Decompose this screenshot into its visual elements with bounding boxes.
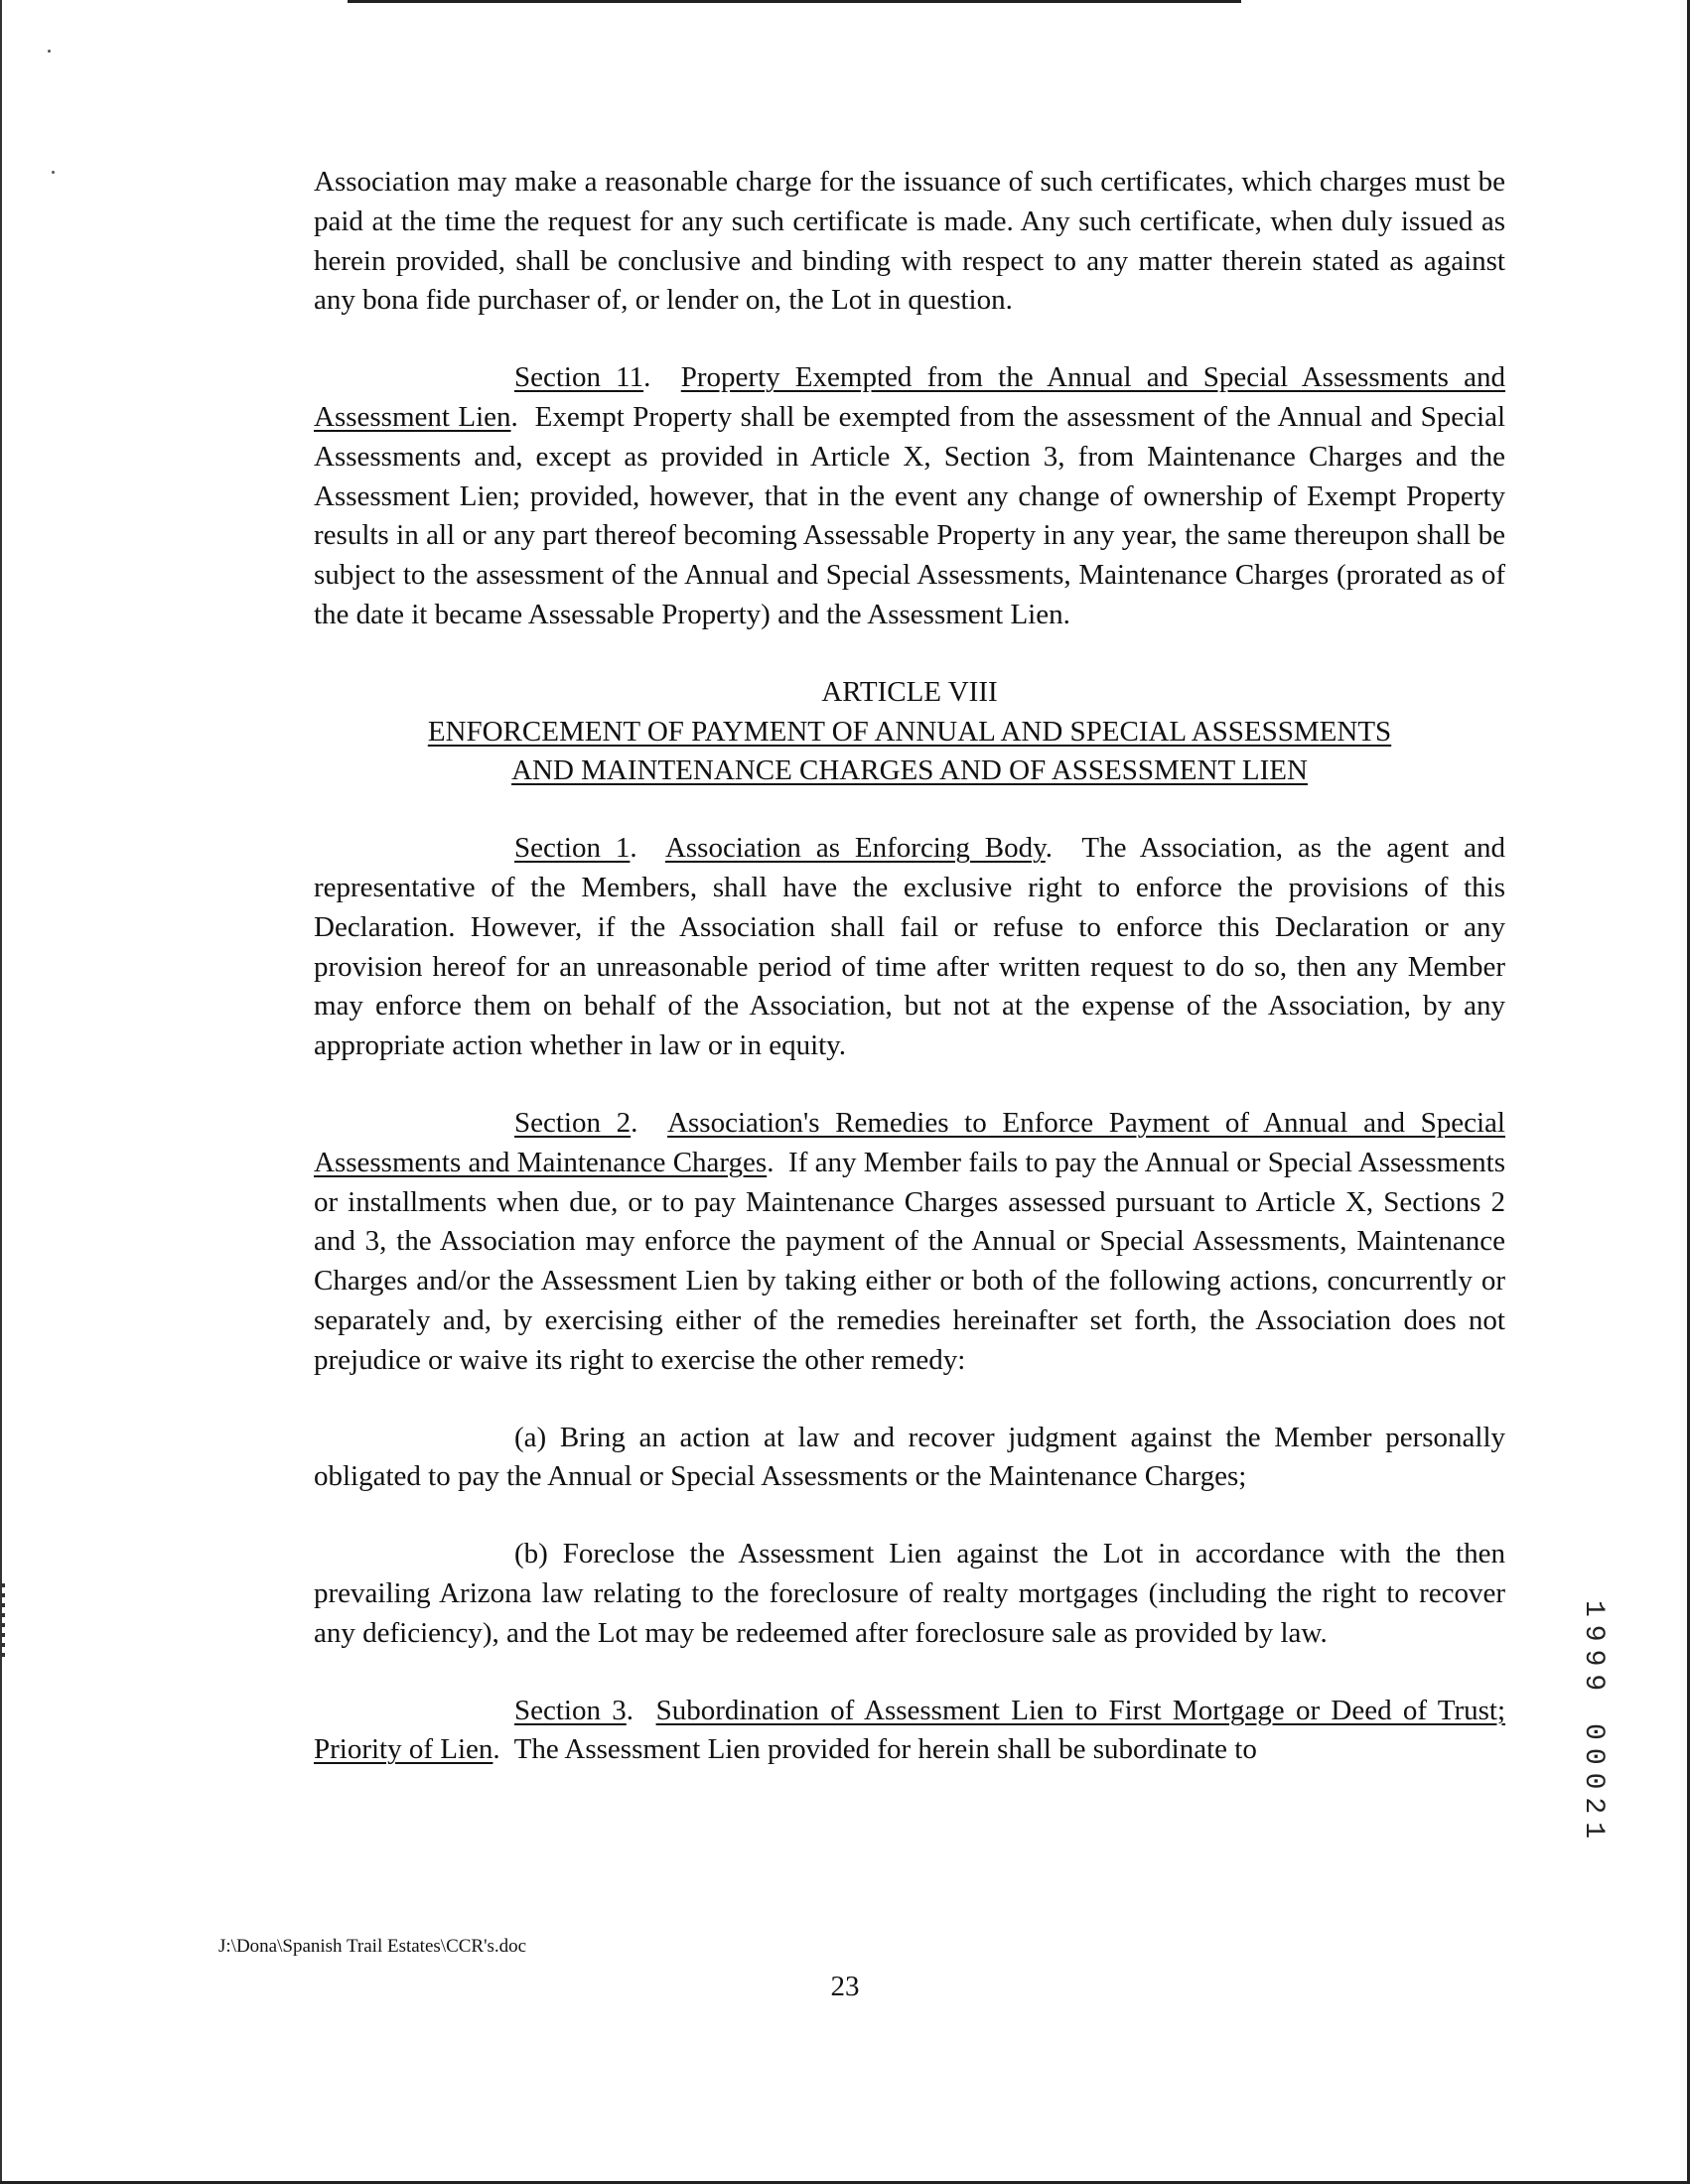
footer-file-path: J:\Dona\Spanish Trail Estates\CCR's.doc: [218, 1936, 527, 1957]
scan-speck: [52, 171, 55, 174]
section-11: Section 11. Property Exempted from the Annual and Special Assessments and Assessment Lien. Exempt Property shall be exempted from the assessment of the Annual and Special Assessments and, except as provided in Article X, Section 3, from Maintenance Charges and the Assessment Lien; provided, however, that in the event any change of ownership of Exempt Property results in all or any part thereof becoming Assessable Property in any year, the same thereupon shall be subject to the assessment of the Annual and Special Assessments, Maintenance Charges (prorated as of the date it became Assessable Property) and the Assessment Lien.: [314, 361, 1506, 630]
section-1-label: Section 1: [514, 832, 631, 865]
article-title-text-1: ENFORCEMENT OF PAYMENT OF ANNUAL AND SPECIAL ASSESSMENTS: [427, 715, 1392, 748]
scan-edge-top: [348, 0, 1241, 3]
page-number: 23: [830, 1971, 860, 2002]
paragraph-certificate-charge: Association may make a reasonable charge for the issuance of such certificates, which charges must be paid at the time the request for any such certificate is made. Any such certificate, when duly issued as herein provided, shall be conclusive and binding with respect to any matter therein stated as against any bona fide purchaser of, or lender on, the Lot in question.: [314, 166, 1505, 317]
section-11-title: Property Exempted from the Annual and Special Assessments and Assessment Lien: [314, 361, 1506, 433]
section-11-label: Section 11: [514, 361, 644, 394]
section-3-body: The Assessment Lien provided for herein shall be subordinate to: [513, 1733, 1257, 1766]
scan-speck: [48, 50, 51, 53]
article-title-line-2: [314, 751, 1505, 791]
article-title-text-2: AND MAINTENANCE CHARGES AND OF ASSESSMENT LIEN: [511, 754, 1308, 787]
section-1-body: The Association, as the agent and representative of the Members, shall have the exclusive right to enforce the provisions of this Declaration. However, if the Association shall fail or refuse to enforce this Declaration or any provision hereof for an unreasonable period of time after written request to do so, then any Member may enforce them on behalf of the Association, but not at the expense of the Association, by any appropriate action whether in law or in equity.: [314, 832, 1505, 1062]
article-number: ARTICLE VIII: [821, 675, 998, 708]
section-2-title: Association's Remedies to Enforce Payment of Annual and Special Assessments and Maintenance Charges: [314, 1106, 1505, 1178]
section-3-label: Section 3: [514, 1694, 627, 1726]
scan-binding-marks: [2, 1583, 5, 1663]
section-2-body: If any Member fails to pay the Annual or Special Assessments or installments when due, or to pay Maintenance Charges assessed pursuant to Article X, Sections 2 and 3, the Association may enforce the payment of the Annual or Special Assessments, Maintenance Charges and/or the Assessment Lien by taking either or both of the following actions, concurrently or separately and, by exercising either of the remedies hereinafter set forth, the Association does not prejudice or waive its right to exercise the other remedy:: [314, 1146, 1505, 1376]
article-title-line-1: [314, 713, 1505, 752]
section-2: Section 2. Association's Remedies to Enforce Payment of Annual and Special Assessments and Maintenance Charges. If any Member fails to pay the Annual or Special Assessments or installments when due, or to pay Maintenance Charges assessed pursuant to Article X, Sections 2 and 3, the Association may enforce the payment of the Annual or Special Assessments, Maintenance Charges and/or the Assessment Lien by taking either or both of the following actions, concurrently or separately and, by exercising either of the remedies hereinafter set forth, the Association does not prejudice or waive its right to exercise the other remedy:: [314, 1106, 1505, 1376]
remedy-item-b: (b) Foreclose the Assessment Lien against the Lot in accordance with the then prevailing Arizona law relating to the foreclosure of realty mortgages (including the right to recover any deficiency), and the Lot may be redeemed after foreclosure sale as provided by law.: [314, 1538, 1505, 1649]
section-3-title: Subordination of Assessment Lien to First Mortgage or Deed of Trust; Priority of Lien: [314, 1694, 1506, 1766]
document-body: [314, 163, 1505, 1770]
section-11-body: Exempt Property shall be exempted from the assessment of the Annual and Special Assessments and, except as provided in Article X, Section 3, from Maintenance Charges and the Assessment Lien; provided, however, that in the event any change of ownership of Exempt Property results in all or any part thereof becoming Assessable Property in any year, the same thereupon shall be subject to the assessment of the Annual and Special Assessments, Maintenance Charges (prorated as of the date it became Assessable Property) and the Assessment Lien.: [314, 400, 1506, 630]
section-3: Section 3. Subordination of Assessment Lien to First Mortgage or Deed of Trust; Priority of Lien. The Assessment Lien provided for herein shall be subordinate to: [314, 1694, 1506, 1766]
recording-number-stamp: 1999 00021: [1578, 1600, 1609, 1847]
section-2-label: Section 2: [514, 1106, 632, 1139]
section-1-title: Association as Enforcing Body: [664, 832, 1046, 865]
scan-edge-left: [0, 0, 2, 2184]
remedy-item-a: (a) Bring an action at law and recover judgment against the Member personally obligated to pay the Annual or Special Assessments or the Maintenance Charges;: [314, 1421, 1505, 1493]
section-1: Section 1. Association as Enforcing Body. The Association, as the agent and representative of the Members, shall have the exclusive right to enforce the provisions of this Declaration. However, if the Association shall fail or refuse to enforce this Declaration or any provision hereof for an unreasonable period of time after written request to do so, then any Member may enforce them on behalf of the Association, but not at the expense of the Association, by any appropriate action whether in law or in equity.: [314, 832, 1505, 1062]
